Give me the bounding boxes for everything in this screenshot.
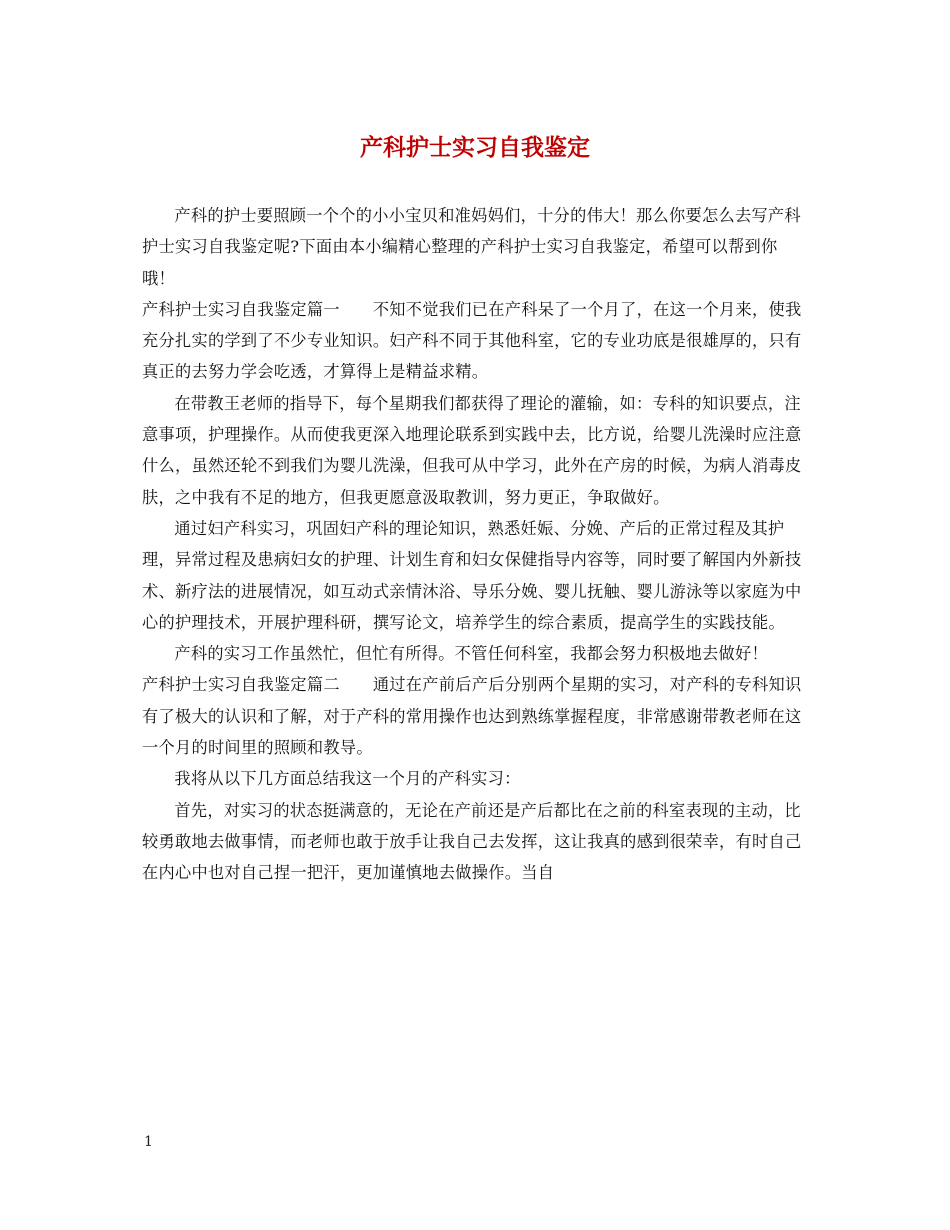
page-number: 1 bbox=[144, 1134, 153, 1150]
document-title: 产科护士实习自我鉴定 bbox=[360, 134, 590, 161]
paragraph-first-point: 首先，对实习的状态挺满意的，无论在产前还是产后都比在之前的科室表现的主动，比较勇敢地去做事情，而老师也敢于放手让我自己去发挥，这让我真的感到很荣幸，有时自己在内心中也对自己捏一把汗，更加谨慎地去做操作。当自 bbox=[142, 800, 802, 883]
document-body bbox=[142, 200, 810, 889]
paragraph-internship-knowledge: 通过妇产科实习，巩固妇产科的理论知识，熟悉妊娠、分娩、产后的正常过程及其护理，异常过程及患病妇女的护理、计划生育和妇女保健指导内容等，同时要了解国内外新技术、新疗法的进展情况，如互动式亲情沐浴、导乐分娩、婴儿抚触、婴儿游泳等以家庭为中心的护理技术，开展护理科研，撰写论文，培养学生的综合素质，提高学生的实践技能。 bbox=[142, 518, 802, 632]
paragraph-summary-intro: 我将从以下几方面总结我这一个月的产科实习： bbox=[174, 769, 521, 789]
paragraph-teacher-guidance: 在带教王老师的指导下，每个星期我们都获得了理论的灌输，如：专科的知识要点，注意事项，护理操作。从而使我更深入地理论联系到实践中去，比方说，给婴儿洗澡时应注意什么，虽然还轮不到我们为婴儿洗澡，但我可从中学习，此外在产房的时候，为病人消毒皮肤，之中我有不足的地方，但我更愿意汲取教训，努力更正，争取做好。 bbox=[142, 393, 802, 507]
paragraph-section-two: 产科护士实习自我鉴定篇二 通过在产前后产后分别两个星期的实习，对产科的专科知识有了极大的认识和了解，对于产科的常用操作也达到熟练掌握程度，非常感谢带教老师在这一个月的时间里的照顾和教导。 bbox=[142, 675, 802, 758]
paragraph-section-one: 产科护士实习自我鉴定篇一 不知不觉我们已在产科呆了一个月了，在这一个月来，使我充分扎实的学到了不少专业知识。妇产科不同于其他科室，它的专业功底是很雄厚的，只有真正的去努力学会吃透，才算得上是精益求精。 bbox=[142, 299, 802, 382]
paragraph-intro: 产科的护士要照顾一个个的小小宝贝和准妈妈们，十分的伟大！那么你要怎么去写产科护士实习自我鉴定呢?下面由本小编精心整理的产科护士实习自我鉴定，希望可以帮到你哦！ bbox=[142, 206, 801, 288]
paragraph-busy-work: 产科的实习工作虽然忙，但忙有所得。不管任何科室，我都会努力积极地去做好！ bbox=[174, 644, 768, 664]
